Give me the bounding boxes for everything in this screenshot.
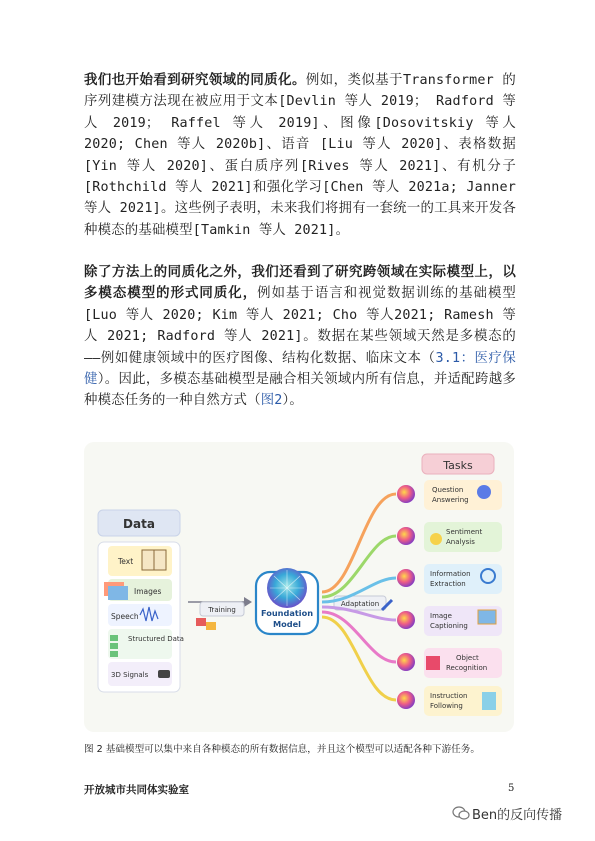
task-information-extraction <box>397 564 502 594</box>
watermark: Ben的反向传播 <box>472 808 563 823</box>
adaptation-label: Adaptation <box>340 600 380 608</box>
paragraph-body: 例如，类似基于Transformer 的序列建模方法现在被应用于文本[Devlin 等人 2019； Radford 等人 2019； Raffel 等人 2019]、图像[Dosovitskiy 等人 2020; Chen 等人 2020b]、语音 [Liu 等人 2020]、表格数据 [Yin 等人 2020]、蛋白质序列[Rives 等人 2021]、有机分子[Rothchild 等人 2021]和强化学习[Chen 等人 2021a; Janner 等人 2021]。这些例子表明，未来我们将拥有一套统一的工具来开发各种模态的基础模型[Tamkin 等人 2021]。 <box>84 73 516 238</box>
page-number: 5 <box>508 783 515 794</box>
svg-text:Sentiment: Sentiment <box>446 528 483 536</box>
shapes-icon <box>426 656 440 670</box>
training-arrow <box>188 597 252 630</box>
task-question-answering <box>397 480 502 510</box>
svg-text:Captioning: Captioning <box>430 622 468 630</box>
svg-text:Following: Following <box>430 702 463 710</box>
paragraph-body: 例如基于语言和视觉数据训练的基础模型[Luo 等人 2020; Kim 等人 2021; Cho 等人2021; Ramesh 等人 2021; Radford 等人 2021]。数据在某些领域天然是多模态的——例如健康领域中的医疗图像、结构化数据、临床文本（ <box>84 286 516 366</box>
wechat-icon <box>452 805 470 821</box>
data-item-text: Text <box>118 557 134 566</box>
paragraph-multimodal <box>84 262 516 412</box>
svg-text:Extraction: Extraction <box>430 580 466 588</box>
task-image-captioning <box>397 606 502 636</box>
footer-org-name: 开放城市共同体实验室 <box>84 784 189 796</box>
tasks-title: Tasks <box>443 459 473 472</box>
training-label: Training <box>208 606 236 614</box>
tools-icon <box>196 618 216 630</box>
svg-text:Recognition: Recognition <box>446 664 488 672</box>
model-label-line2: Model <box>273 619 301 629</box>
figure-foundation-model <box>84 442 514 732</box>
speech-bubble-icon <box>477 485 491 499</box>
section-link-healthcare[interactable]: 3.1：医疗保健 <box>84 350 516 388</box>
model-label-line1: Foundation <box>260 608 314 618</box>
svg-text:Answering: Answering <box>432 496 469 504</box>
paragraph-body: ）。 <box>282 393 304 409</box>
data-item-speech: Speech <box>111 612 139 621</box>
paragraph-homogenization-methods <box>84 70 516 241</box>
svg-text:Image: Image <box>430 612 452 620</box>
data-item-images: Images <box>134 587 162 596</box>
figure-caption: 图 2 基础模型可以集中来自各种模态的所有数据信息，并且这个模型可以适配各种下游任务。 <box>84 744 480 755</box>
svg-text:Question: Question <box>432 486 464 494</box>
paragraph-bold-lead: 我们也开始看到研究领域的同质化。 <box>84 73 306 88</box>
map-icon <box>482 692 496 710</box>
data-title: Data <box>123 517 155 531</box>
svg-text:Analysis: Analysis <box>446 538 475 546</box>
paragraph-bold-lead: 除了方法上的同质化之外，我们还看到了研究跨领域在实际模型上，以多模态模型的形式同质化， <box>84 265 516 302</box>
smiley-icon <box>430 533 442 545</box>
task-instruction-following <box>397 686 502 716</box>
task-sentiment-analysis <box>397 522 502 552</box>
svg-text:Information: Information <box>430 570 471 578</box>
data-item-3d-signals: 3D Signals <box>111 671 149 679</box>
book-icon <box>142 550 166 570</box>
figure-link[interactable]: 图2 <box>260 393 283 409</box>
task-object-recognition <box>397 648 502 678</box>
data-panel <box>98 510 184 692</box>
picture-icon <box>478 610 496 624</box>
data-item-structured: Structured Data <box>128 635 184 643</box>
structured-data-icon <box>110 635 118 657</box>
sensor-icon <box>158 670 170 678</box>
paragraph-body: ）。因此，多模态基础模型是融合相关领域内所有信息，并适配跨越多种模态任务的一种自然方式（ <box>84 372 517 409</box>
foundation-model <box>256 568 318 634</box>
svg-text:Instruction: Instruction <box>430 692 468 700</box>
svg-text:Object: Object <box>456 654 479 662</box>
